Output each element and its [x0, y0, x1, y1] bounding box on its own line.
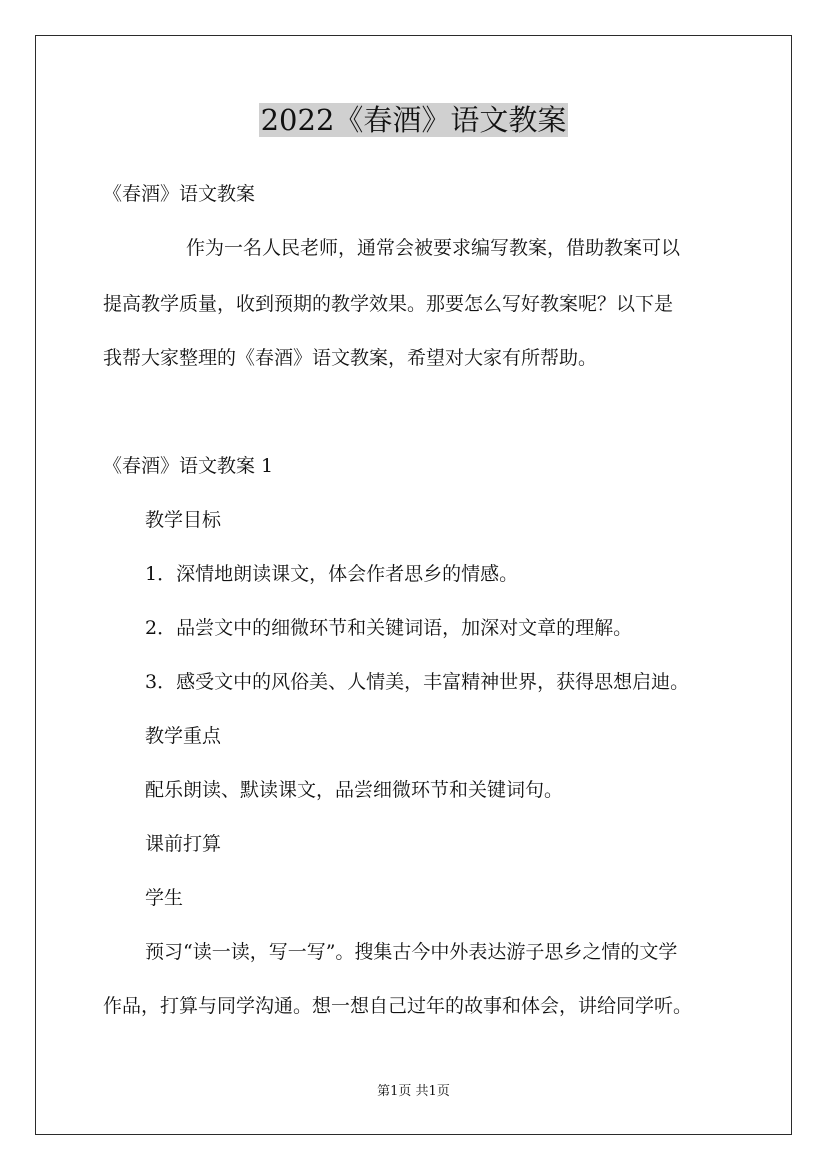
- intro-line-3: 我帮大家整理的《春酒》语文教案，希望对大家有所帮助。: [103, 347, 598, 369]
- section-heading: 《春酒》语文教案 1: [103, 455, 274, 477]
- focus-text: 配乐朗读、默读课文，品尝细微环节和关键词句。: [145, 779, 564, 801]
- student-heading: 学生: [145, 887, 184, 909]
- goals-heading: 教学目标: [145, 509, 222, 531]
- document-title: [0, 100, 827, 140]
- focus-heading: 教学重点: [145, 725, 222, 747]
- prep-heading: 课前打算: [145, 833, 222, 855]
- intro-line-1: 作为一名人民老师，通常会被要求编写教案，借助教案可以: [186, 237, 681, 259]
- document-title-text: 2022《春酒》语文教案: [260, 103, 567, 137]
- document-subtitle: 《春酒》语文教案: [103, 183, 256, 205]
- student-text-line-2: 作品，打算与同学沟通。想一想自己过年的故事和体会，讲给同学听。: [103, 995, 693, 1017]
- goal-item-2: 2．品尝文中的细微环节和关键词语，加深对文章的理解。: [145, 617, 633, 639]
- intro-line-2: 提高教学质量，收到预期的教学效果。那要怎么写好教案呢？以下是: [103, 293, 674, 315]
- page-footer: 第1页 共1页: [377, 1084, 450, 1099]
- goal-item-3: 3．感受文中的风俗美、人情美，丰富精神世界，获得思想启迪。: [145, 671, 690, 693]
- goal-item-1: 1．深情地朗读课文，体会作者思乡的情感。: [145, 563, 519, 585]
- student-text-line-1: 预习“读一读，写一写”。搜集古今中外表达游子思乡之情的文学: [145, 941, 678, 963]
